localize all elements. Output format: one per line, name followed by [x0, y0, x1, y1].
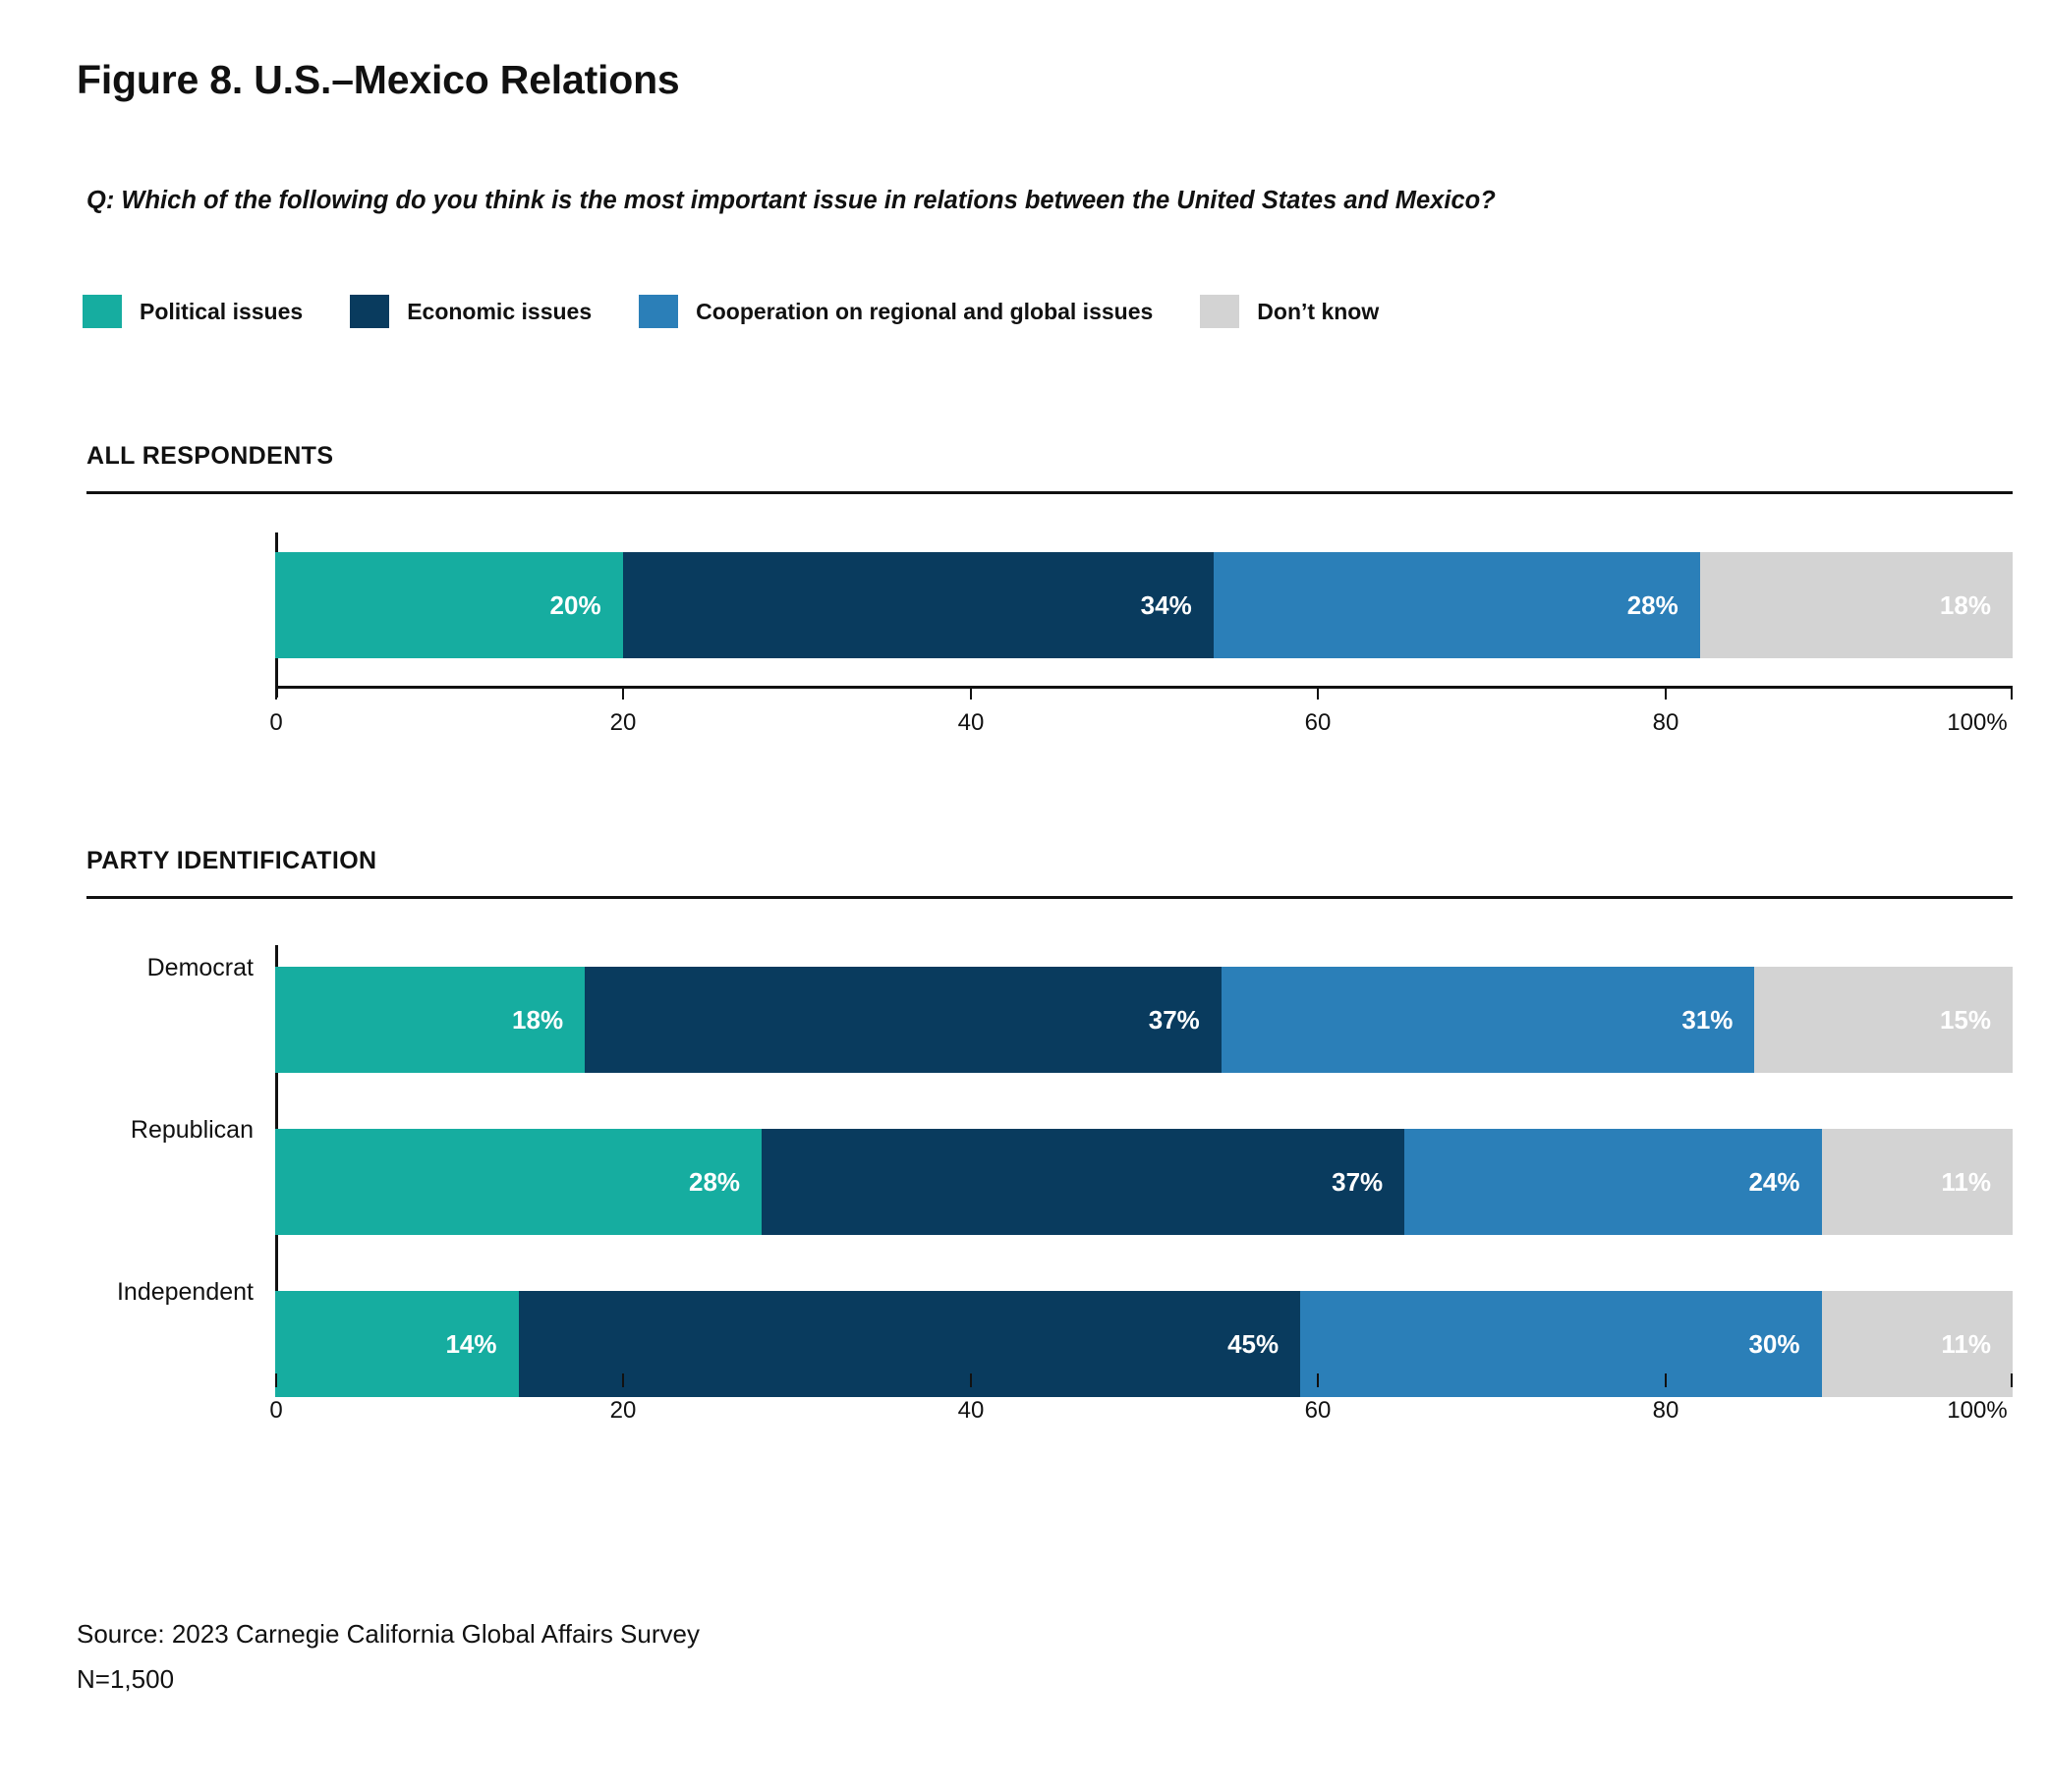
- bar-segment-independent-dont-know: [1822, 1291, 2013, 1397]
- x-tick-label-100-party: 100%: [1947, 1397, 2008, 1424]
- bar-value-political-issues: 20%: [549, 589, 601, 620]
- x-tick-20: [622, 686, 624, 700]
- bar-segment-economic-issues: [623, 552, 1214, 658]
- legend-label-cooperation: Cooperation on regional and global issues: [696, 298, 1154, 324]
- x-tick-label-40: 40: [957, 709, 985, 736]
- legend-label-economic-issues: Economic issues: [407, 298, 593, 324]
- section-rule-party-identification: [86, 896, 2013, 899]
- bar-value-democrat-dont-know: 15%: [1939, 1004, 1991, 1035]
- bar-segment-republican-cooperation: [1404, 1129, 1821, 1235]
- survey-question: Q: Which of the following do you think is the most important issue in relations between the United States and Mexico?: [86, 187, 1496, 214]
- bar-value-republican-economic-issues: 37%: [1332, 1166, 1384, 1197]
- legend-label-dont-know: Don’t know: [1257, 298, 1380, 324]
- x-axis-all-respondents: [275, 686, 2013, 689]
- bar-value-republican-dont-know: 11%: [1941, 1166, 1991, 1197]
- x-tick-0: [275, 686, 277, 700]
- bar-value-dont-know: 18%: [1939, 589, 1991, 620]
- legend-swatch-dont-know: [1200, 295, 1239, 328]
- bar-value-cooperation: 28%: [1626, 589, 1678, 620]
- x-tick-label-20: 20: [609, 709, 637, 736]
- source-line-2: N=1,500: [77, 1664, 175, 1694]
- bar-segment-democrat-dont-know: [1754, 967, 2013, 1073]
- x-tick-label-80-party: 80: [1652, 1397, 1679, 1424]
- x-tick-label-80: 80: [1652, 709, 1679, 736]
- legend-swatch-economic-issues: [350, 295, 389, 328]
- bar-value-independent-cooperation: 30%: [1748, 1328, 1800, 1359]
- x-tick-100: [2011, 686, 2013, 700]
- bar-segment-democrat-economic-issues: [585, 967, 1222, 1073]
- x-tick-label-100: 100%: [1947, 709, 2008, 736]
- x-tick-label-20-party: 20: [609, 1397, 637, 1424]
- x-tick-80-party: [1665, 1373, 1667, 1387]
- section-header-party-identification: PARTY IDENTIFICATION: [86, 847, 377, 874]
- x-tick-100-party: [2011, 1373, 2013, 1387]
- page-title: Figure 8. U.S.–Mexico Relations: [77, 57, 680, 102]
- x-tick-label-60-party: 60: [1304, 1397, 1332, 1424]
- x-tick-40: [970, 686, 972, 700]
- bar-row-all-respondents: [275, 552, 2013, 658]
- legend-label-political-issues: Political issues: [140, 298, 304, 324]
- x-tick-40-party: [970, 1373, 972, 1387]
- bar-value-republican-political-issues: 28%: [688, 1166, 741, 1197]
- section-header-all-respondents: ALL RESPONDENTS: [86, 442, 334, 470]
- bar-value-independent-dont-know: 11%: [1941, 1328, 1991, 1359]
- bar-segment-independent-economic-issues: [519, 1291, 1301, 1397]
- x-tick-0-party: [275, 1373, 277, 1387]
- category-label-republican: Republican: [130, 1116, 254, 1144]
- bar-value-economic-issues: 34%: [1140, 589, 1192, 620]
- x-tick-label-0: 0: [269, 709, 283, 736]
- section-rule-all-respondents: [86, 491, 2013, 494]
- bar-segment-independent-political-issues: [275, 1291, 519, 1397]
- bar-value-independent-political-issues: 14%: [445, 1328, 497, 1359]
- x-tick-20-party: [622, 1373, 624, 1387]
- bar-value-republican-cooperation: 24%: [1748, 1166, 1800, 1197]
- bar-segment-independent-cooperation: [1300, 1291, 1821, 1397]
- category-label-independent: Independent: [116, 1278, 254, 1306]
- bar-row-democrat: [275, 967, 2013, 1073]
- category-label-democrat: Democrat: [146, 954, 254, 981]
- x-tick-60: [1317, 686, 1319, 700]
- chart-panel-party-identification: [0, 924, 2048, 1454]
- bar-row-republican: [275, 1129, 2013, 1235]
- legend-swatch-cooperation: [639, 295, 678, 328]
- legend-item-economic-issues: [350, 295, 592, 328]
- bar-segment-republican-political-issues: [275, 1129, 762, 1235]
- bar-value-democrat-political-issues: 18%: [512, 1004, 564, 1035]
- bar-value-independent-economic-issues: 45%: [1227, 1328, 1280, 1359]
- bar-segment-political-issues: [275, 552, 623, 658]
- x-tick-80: [1665, 686, 1667, 700]
- bar-segment-republican-economic-issues: [762, 1129, 1404, 1235]
- legend-item-dont-know: [1200, 295, 1379, 328]
- legend-swatch-political-issues: [83, 295, 122, 328]
- bar-segment-republican-dont-know: [1822, 1129, 2013, 1235]
- source-line-1: Source: 2023 Carnegie California Global Affairs Survey: [77, 1619, 700, 1649]
- x-tick-60-party: [1317, 1373, 1319, 1387]
- x-tick-label-60: 60: [1304, 709, 1332, 736]
- x-tick-label-0-party: 0: [269, 1397, 283, 1424]
- bar-value-democrat-cooperation: 31%: [1681, 1004, 1734, 1035]
- legend-item-political-issues: [83, 295, 303, 328]
- legend-item-cooperation: [639, 295, 1153, 328]
- bar-segment-dont-know: [1700, 552, 2013, 658]
- bar-segment-cooperation: [1214, 552, 1700, 658]
- bar-value-democrat-economic-issues: 37%: [1148, 1004, 1200, 1035]
- chart-panel-all-respondents: [0, 521, 2048, 737]
- chart-legend: [83, 295, 1379, 328]
- bar-segment-democrat-cooperation: [1222, 967, 1755, 1073]
- x-tick-label-40-party: 40: [957, 1397, 985, 1424]
- bar-row-independent: [275, 1291, 2013, 1397]
- bar-segment-democrat-political-issues: [275, 967, 585, 1073]
